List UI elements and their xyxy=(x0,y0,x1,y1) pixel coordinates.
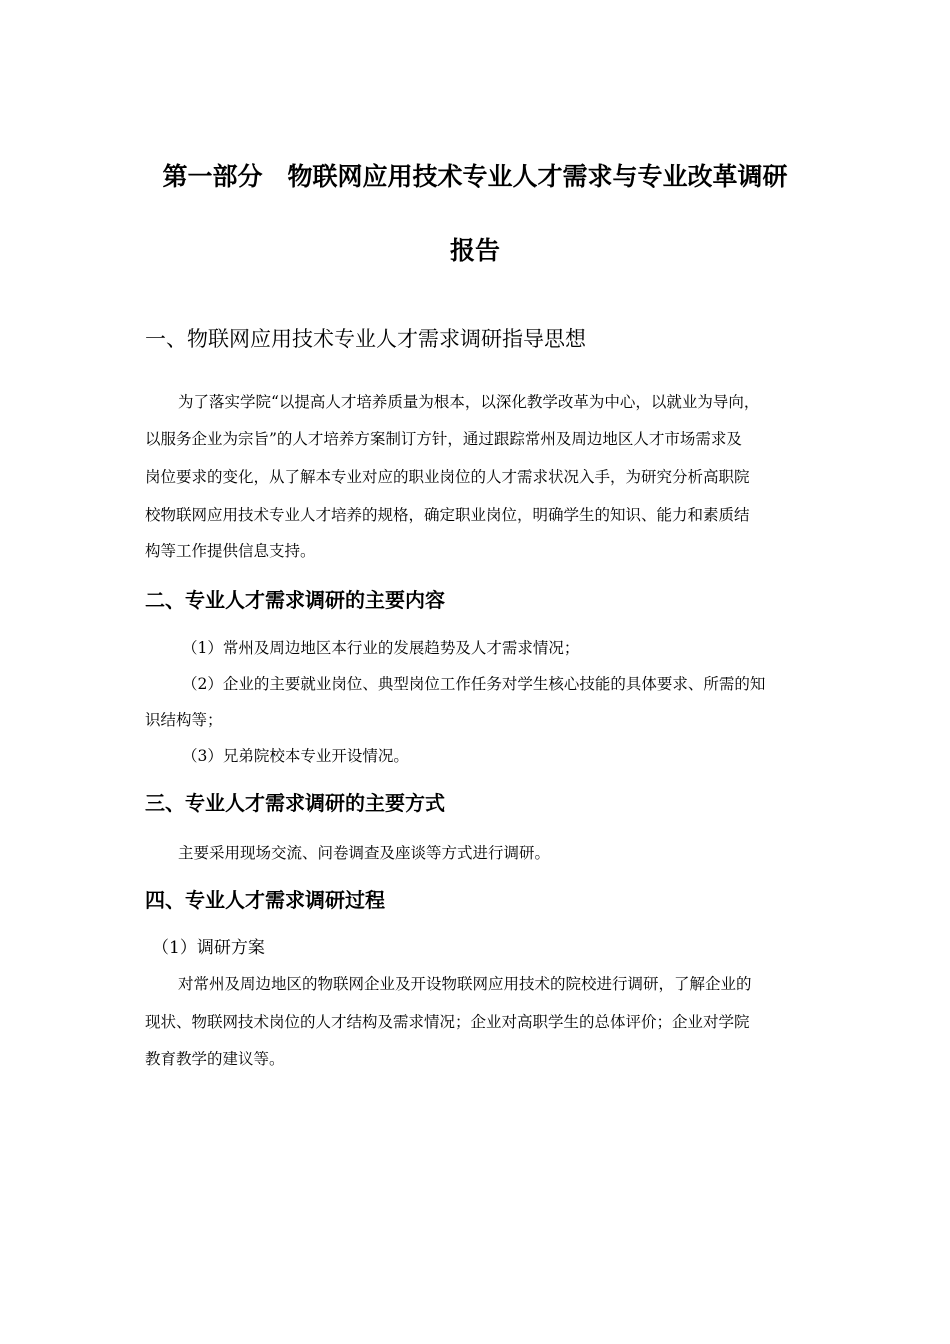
section-2-item-2-line-2: 识结构等； xyxy=(145,711,223,729)
section-4-paragraph-line-3: 教育教学的建议等。 xyxy=(145,1050,285,1068)
section-2-item-2-line-1: （2）企业的主要就业岗位、典型岗位工作任务对学生核心技能的具体要求、所需的知 xyxy=(182,675,766,693)
section-2-item-1: （1）常州及周边地区本行业的发展趋势及人才需求情况； xyxy=(182,639,580,657)
section-2-item-3: （3）兄弟院校本专业开设情况。 xyxy=(182,747,409,765)
section-4-heading: 四、专业人才需求调研过程 xyxy=(145,888,385,912)
section-1-paragraph-line-1: 为了落实学院“以提高人才培养质量为根本，以深化教学改革为中心，以就业为导向， xyxy=(178,393,760,411)
section-1-paragraph-line-2: 以服务企业为宗旨”的人才培养方案制订方针，通过跟踪常州及周边地区人才市场需求及 xyxy=(145,430,742,448)
document-title-line-2: 报告 xyxy=(449,236,500,265)
section-3-heading: 三、专业人才需求调研的主要方式 xyxy=(145,791,445,815)
section-3-paragraph: 主要采用现场交流、问卷调查及座谈等方式进行调研。 xyxy=(178,844,551,862)
section-1-heading: 一、物联网应用技术专业人才需求调研指导思想 xyxy=(145,327,586,351)
document-title-line-1: 第一部分 物联网应用技术专业人才需求与专业改革调研 xyxy=(162,162,788,191)
section-1-paragraph-line-3: 岗位要求的变化，从了解本专业对应的职业岗位的人才需求状况入手，为研究分析高职院 xyxy=(145,468,750,486)
section-4-subheading: （1）调研方案 xyxy=(152,938,265,958)
section-4-paragraph-line-2: 现状、物联网技术岗位的人才结构及需求情况；企业对高职学生的总体评价；企业对学院 xyxy=(145,1013,750,1031)
section-1-paragraph-line-5: 构等工作提供信息支持。 xyxy=(145,542,316,560)
section-4-paragraph-line-1: 对常州及周边地区的物联网企业及开设物联网应用技术的院校进行调研，了解企业的 xyxy=(178,975,752,993)
section-2-heading: 二、专业人才需求调研的主要内容 xyxy=(145,588,445,612)
section-1-paragraph-line-4: 校物联网应用技术专业人才培养的规格，确定职业岗位，明确学生的知识、能力和素质结 xyxy=(145,506,750,524)
